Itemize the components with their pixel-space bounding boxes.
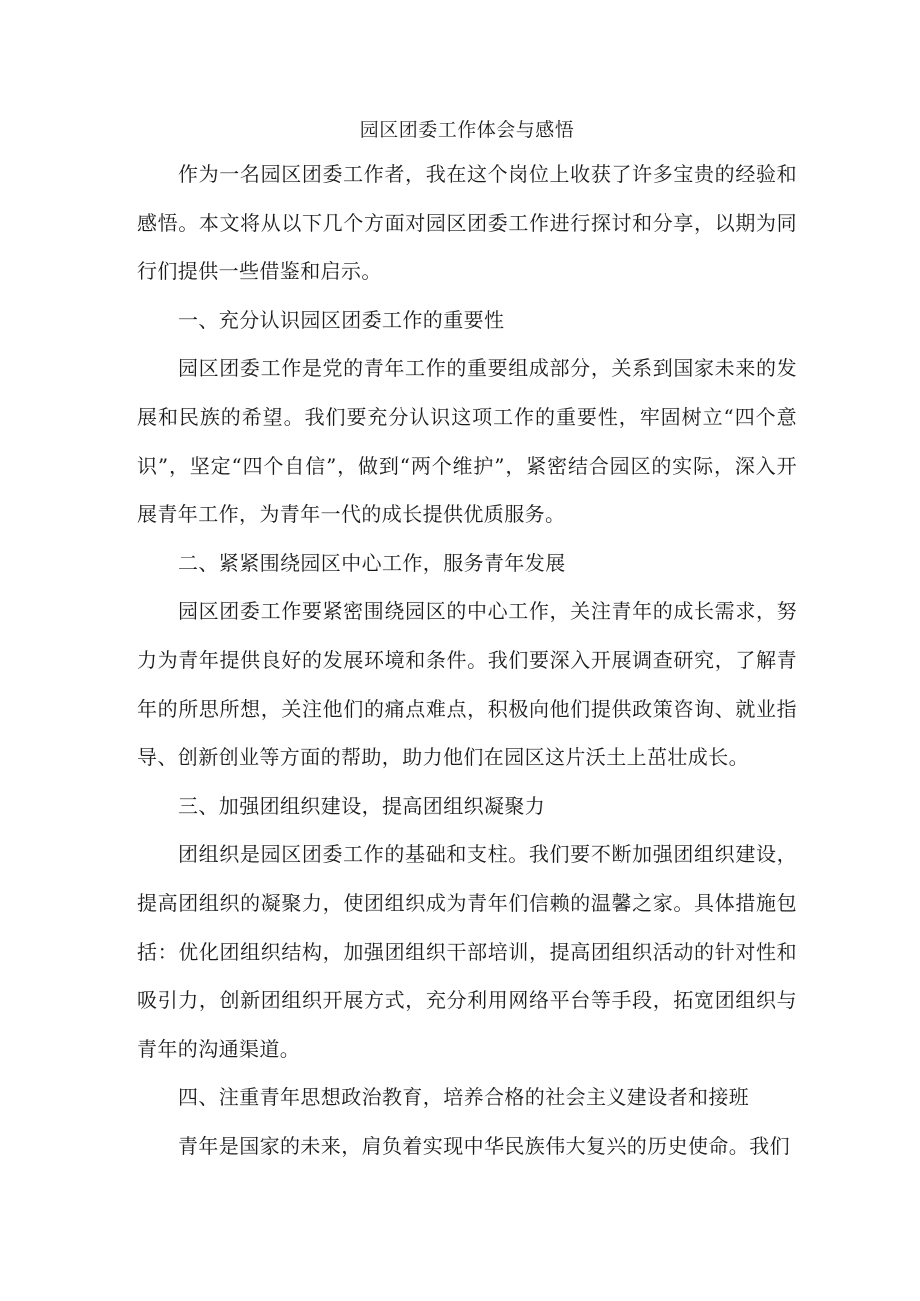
document-body	[137, 112, 797, 1170]
section-heading-2: 二、紧紧围绕园区中心工作，服务青年发展	[178, 550, 566, 575]
intro-paragraph: 作为一名园区团委工作者，我在这个岗位上收获了许多宝贵的经验和感悟。本文将从以下几个方面对园区团委工作进行探讨和分享，以期为同行们提供一些借鉴和启示。	[137, 162, 797, 284]
document-title: 园区团委工作体会与感悟	[359, 119, 575, 141]
section-2-paragraph: 园区团委工作要紧密围绕园区的中心工作，关注青年的成长需求，努力为青年提供良好的发展环境和条件。我们要深入开展调查研究，了解青年的所思所想，关注他们的痛点难点，积极向他们提供政策咨询、就业指导、创新创业等方面的帮助，助力他们在园区这片沃土上茁壮成长。	[137, 599, 797, 770]
section-heading-3: 三、加强团组织建设，提高团组织凝聚力	[178, 793, 546, 818]
section-4-paragraph: 青年是国家的未来，肩负着实现中华民族伟大复兴的历史使命。我们	[178, 1133, 790, 1158]
section-3-paragraph: 团组织是园区团委工作的基础和支柱。我们要不断加强团组织建设，提高团组织的凝聚力，使团组织成为青年们信赖的温馨之家。具体措施包括：优化团组织结构，加强团组织干部培训，提高团组织活动的针对性和吸引力，创新团组织开展方式，充分利用网络平台等手段，拓宽团组织与青年的沟通渠道。	[137, 842, 797, 1061]
section-heading-1: 一、充分认识园区团委工作的重要性	[178, 307, 505, 332]
section-heading-4: 四、注重青年思想政治教育，培养合格的社会主义建设者和接班	[178, 1085, 750, 1110]
section-1-paragraph: 园区团委工作是党的青年工作的重要组成部分，关系到国家未来的发展和民族的希望。我们要充分认识这项工作的重要性，牢固树立“四个意识”，坚定“四个自信”，做到“两个维护”，紧密结合园区的实际，深入开展青年工作，为青年一代的成长提供优质服务。	[137, 356, 797, 527]
